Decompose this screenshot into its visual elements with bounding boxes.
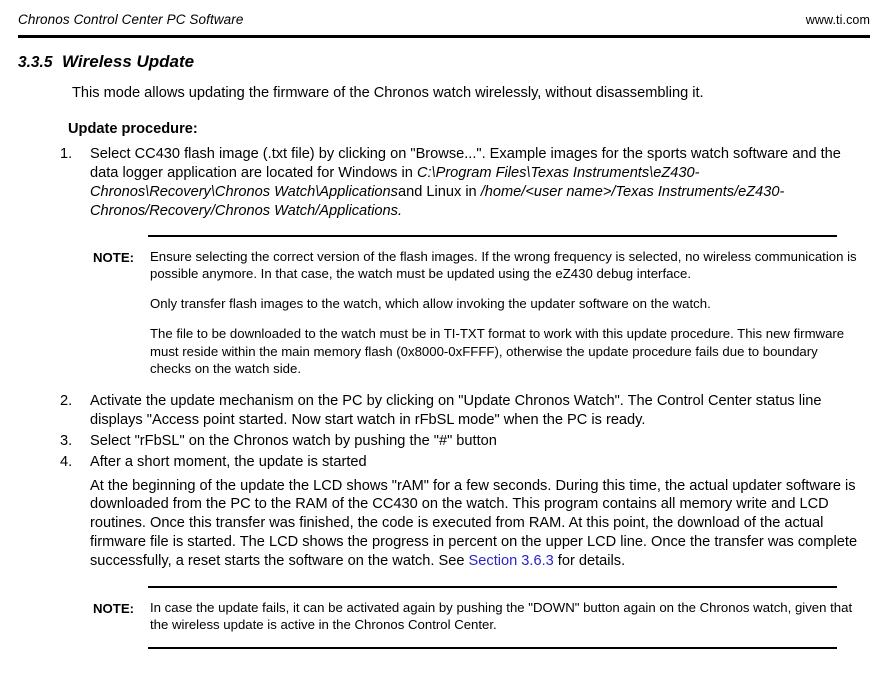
list-item: [0, 432, 892, 451]
section-intro-block: [0, 84, 892, 103]
section-cross-reference-link[interactable]: Section 3.6.3: [468, 553, 554, 570]
note-body: [93, 248, 864, 379]
section-heading: [0, 52, 892, 72]
list-item-number: 3.: [60, 432, 73, 449]
note-label: NOTE:: [93, 600, 135, 616]
note-paragraphs: [150, 248, 864, 379]
header-website-url: www.ti.com: [805, 13, 870, 27]
note-top-rule: [148, 586, 837, 588]
step-4-detail-text-before: At the beginning of the update the LCD shows "rAM" for a few seconds. During this time, the actual updater software is downloaded from the PC to the RAM of the CC430 on the watch. This program contains all memory write and LCD routines. Once this transfer was finished, the code is executed from RAM. At this point, the download of the actual firmware file is started. The LCD shows the progress in percent on the upper LCD line. Once the transfer was complete successfully, a reset starts the software on the watch. See: [90, 477, 858, 570]
step-4-detail-text-after: for details.: [553, 553, 626, 570]
note-bottom-rule: [148, 647, 837, 649]
list-item-text: [90, 146, 841, 219]
note-body: [93, 599, 864, 635]
procedure-list-part-1: [0, 145, 892, 221]
note-paragraph: The file to be downloaded to the watch must be in TI-TXT format to work with this update procedure. This new firmware must reside within the main memory flash (0x8000-0xFFFF), otherwise the update procedure fails due to boundary checks on the watch side.: [150, 325, 845, 377]
list-item: [0, 392, 892, 430]
list-item-text: Select "rFbSL" on the Chronos watch by pushing the "#" button: [90, 432, 497, 449]
step-1-run-0: Select CC430 flash image (.txt file) by clicking on "Browse...". Example images for the sports watch software and the data logger application are located for Windows in: [90, 145, 841, 181]
step-1-run-2: and Linux in: [397, 183, 481, 200]
list-item: [0, 145, 892, 221]
procedure-list-part-2: [0, 392, 892, 571]
header-document-title: Chronos Control Center PC Software: [18, 12, 244, 27]
note-block-1: [0, 235, 892, 379]
list-item-text: After a short moment, the update is started: [90, 453, 367, 470]
note-paragraph: In case the update fails, it can be activated again by pushing the "DOWN" button again on the Chronos watch, given that the wireless update is active in the Chronos Control Center.: [150, 599, 853, 633]
section-number: 3.3.5: [18, 54, 53, 71]
section-title: Wireless Update: [62, 52, 195, 71]
note-top-rule: [148, 235, 837, 237]
note-paragraphs: [150, 599, 864, 635]
list-item-number: 4.: [60, 453, 73, 470]
note-label: NOTE:: [93, 249, 135, 265]
note-paragraph: Only transfer flash images to the watch, which allow invoking the updater software on the watch.: [150, 296, 711, 312]
section-intro-paragraph: This mode allows updating the firmware of the Chronos watch wirelessly, without disassembling it.: [72, 85, 704, 101]
step-1-run-1: C:\Program Files\Texas Instruments\eZ430-Chronos\Recovery\Chronos Watch\Applications: [90, 164, 700, 200]
step-4-detail-paragraph: [90, 477, 864, 571]
list-item-number: 1.: [60, 145, 73, 162]
list-item-text: Activate the update mechanism on the PC by clicking on "Update Chronos Watch". The Control Center status line displays "Access point started. Now start watch in rFbSL mode" when the PC is ready.: [90, 393, 822, 428]
step-1-run-3: /home/<user name>/Texas Instruments/eZ430-Chronos/Recovery/Chronos Watch/Applications.: [90, 183, 785, 219]
page-header: [0, 0, 892, 34]
note-paragraph: Ensure selecting the correct version of the flash images. If the wrong frequency is selected, no wireless communication is possible anymore. In that case, the watch must be updated using the eZ430 debug interface.: [150, 248, 857, 282]
list-item-number: 2.: [60, 393, 73, 410]
header-divider-rule: [18, 35, 870, 38]
update-procedure-heading: Update procedure:: [68, 120, 198, 137]
note-block-2: [0, 586, 892, 650]
list-item: [0, 453, 892, 571]
